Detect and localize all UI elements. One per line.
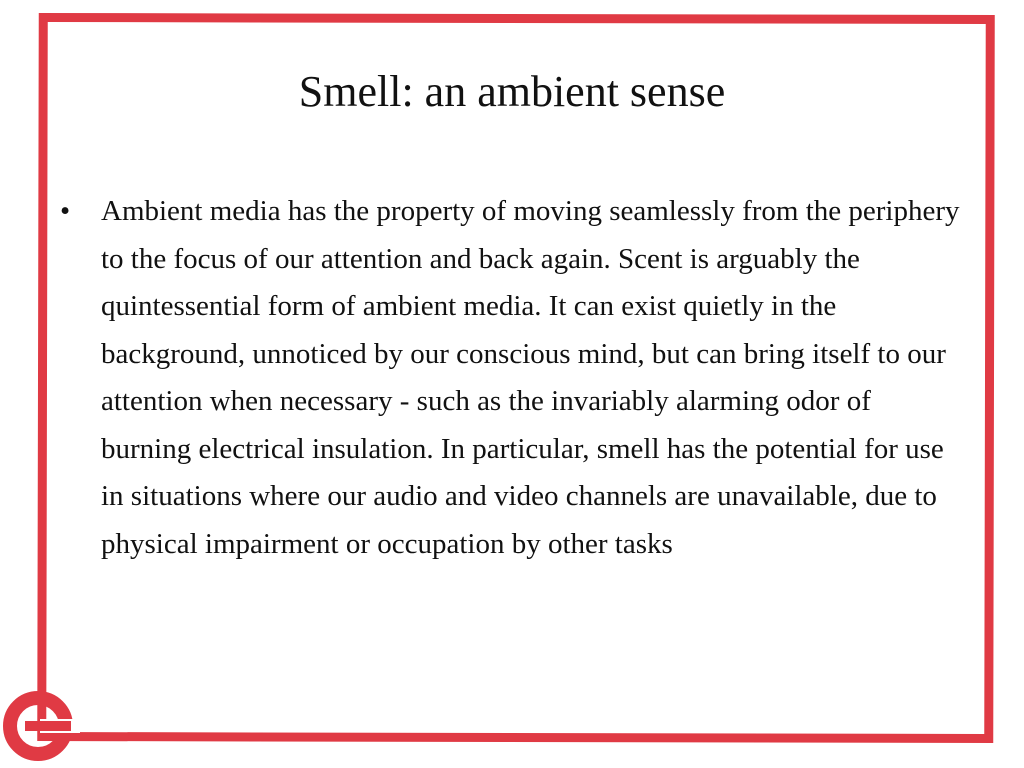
bullet-item xyxy=(60,188,965,568)
bullet-text: Ambient media has the property of moving seamlessly from the periphery to the focus of our attention and back again. Scent is arguably the quintessential form of ambient media. It can exist quietly in the background, unnoticed by our conscious mind, but can bring itself to our attention when necessary - such as the invariably alarming odor of burning electrical insulation. In particular, smell has the potential for use in situations where our audio and video channels are unavailable, due to physical impairment or occupation by other tasks xyxy=(101,195,960,560)
slide-body xyxy=(60,188,965,568)
slide-title: Smell: an ambient sense xyxy=(298,67,726,116)
c-logo-icon xyxy=(0,688,80,768)
bullet-marker: • xyxy=(60,195,71,227)
